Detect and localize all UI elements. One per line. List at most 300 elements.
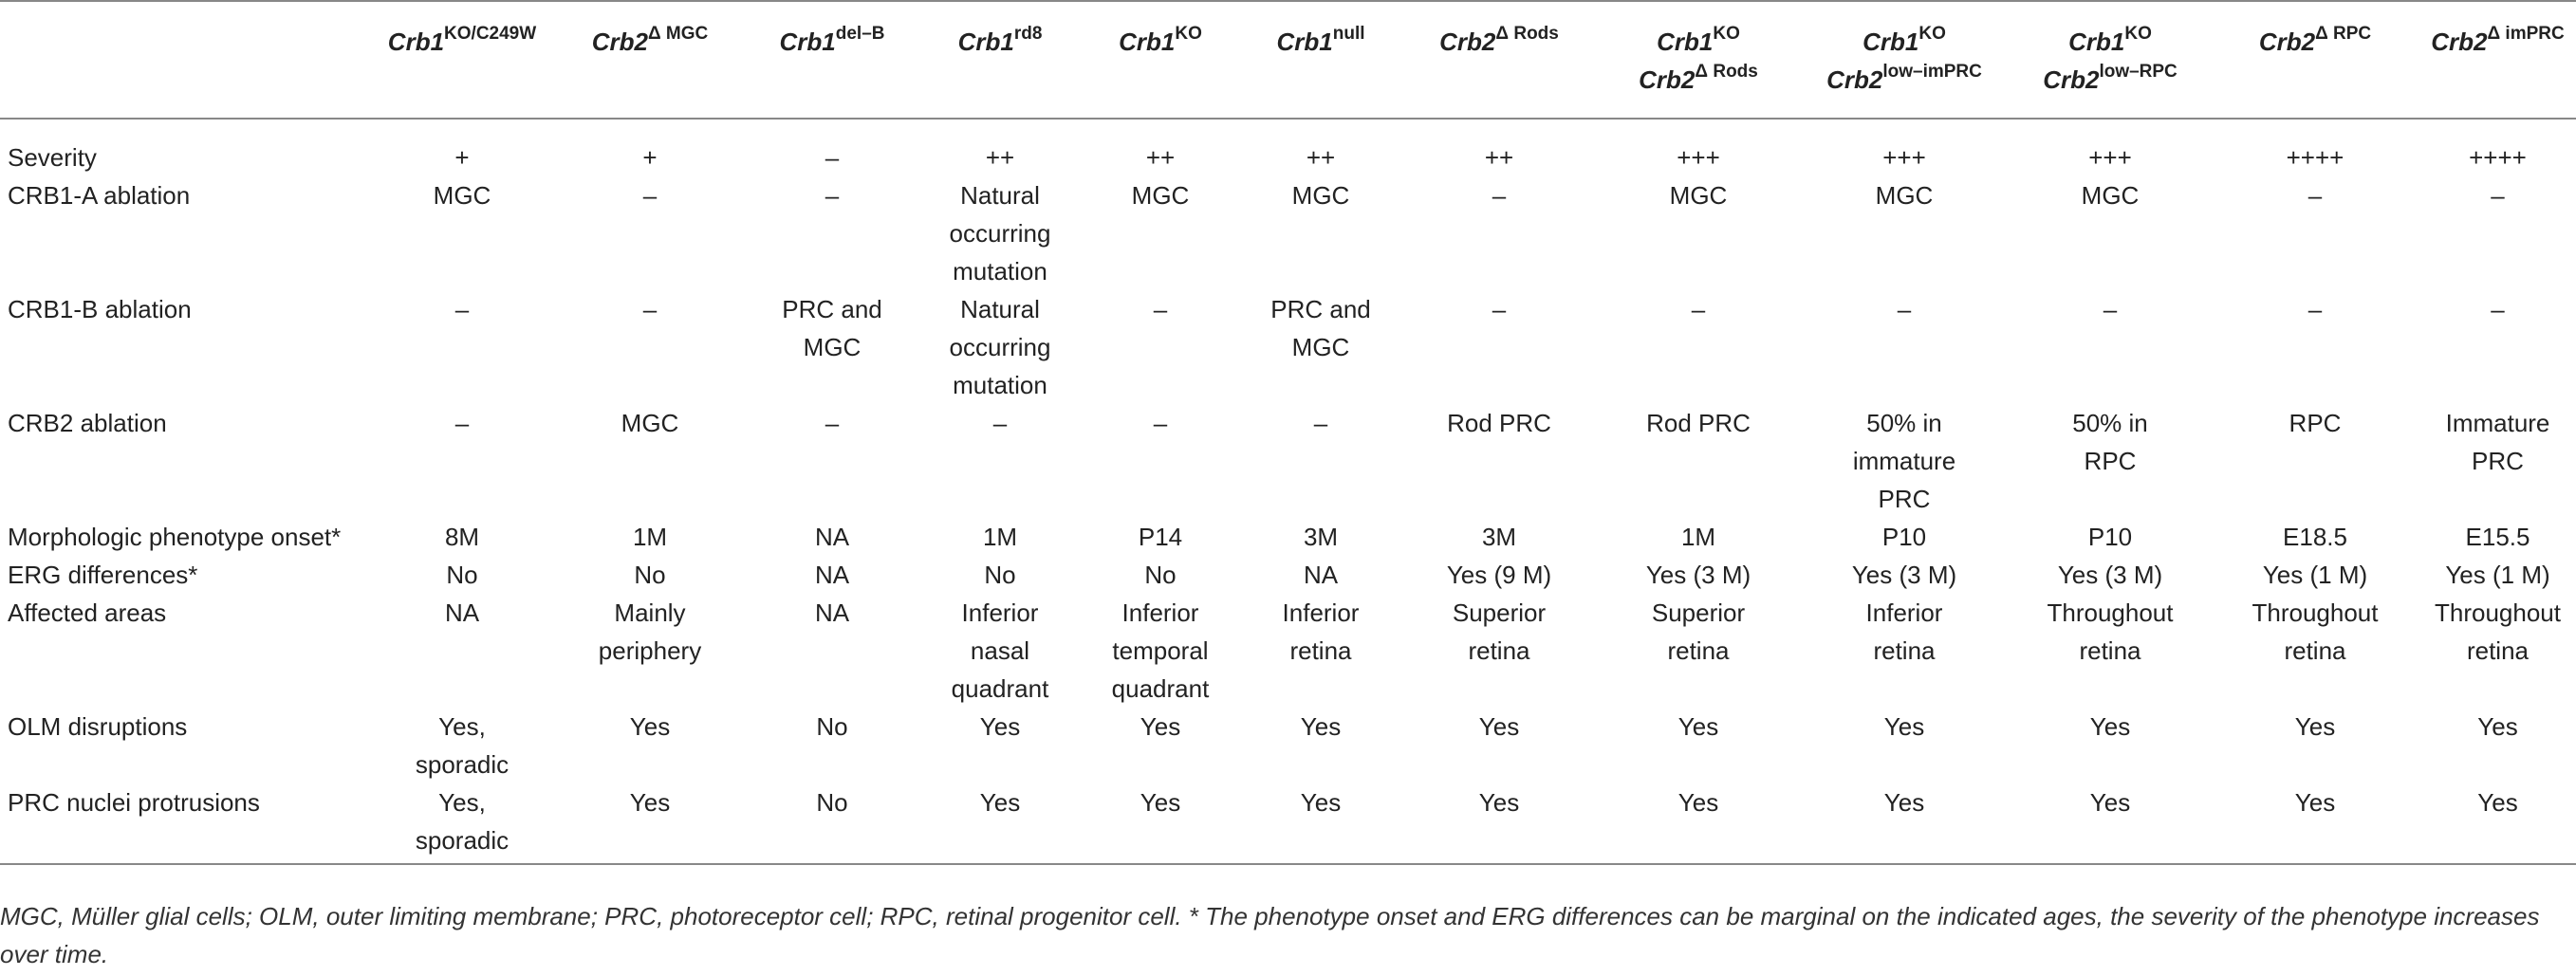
- cell-text: ++: [1145, 143, 1176, 172]
- cell-text: 1M: [1680, 523, 1716, 551]
- table-cell: [1799, 404, 2010, 518]
- table-cell: [368, 518, 556, 556]
- table-cell: [556, 176, 744, 290]
- table-cell: [920, 518, 1080, 556]
- gene-name: Crb1: [2068, 28, 2125, 56]
- cell-text: 1M: [982, 523, 1018, 551]
- table-cell: [2010, 594, 2211, 708]
- cell-text: No: [1144, 561, 1177, 589]
- table-cell: [2419, 518, 2576, 556]
- cell-text: +++: [2088, 143, 2132, 172]
- column-header-line: [748, 23, 917, 61]
- table-cell: [2211, 404, 2419, 518]
- table-cell: [1400, 404, 1598, 518]
- table-cell: [1799, 556, 2010, 594]
- cell-text: Yes: [1677, 712, 1719, 741]
- column-header-c8: [1598, 1, 1799, 119]
- cell-text: Yes: [1300, 712, 1342, 741]
- cell-text: Inferior: [1121, 598, 1199, 627]
- column-header-line: [372, 23, 552, 61]
- table-cell: [1598, 518, 1799, 556]
- table-cell: [1400, 290, 1598, 404]
- table-cell: [2211, 518, 2419, 556]
- cell-text: No: [816, 788, 848, 817]
- table-cell: [1598, 594, 1799, 708]
- table-cell: [920, 708, 1080, 783]
- cell-text: retina: [2079, 636, 2141, 665]
- cell-text: MGC: [1291, 333, 1350, 361]
- cell-text: MGC: [1875, 181, 1934, 210]
- cell-text: Yes (9 M): [1446, 561, 1552, 589]
- row-label: Affected areas: [8, 598, 167, 627]
- cell-text: Rod PRC: [1646, 409, 1751, 437]
- cell-text: Superior: [1651, 598, 1746, 627]
- table-cell: [1080, 708, 1241, 783]
- table-cell: [920, 119, 1080, 176]
- table-cell: [744, 556, 920, 594]
- table-body: [0, 119, 2576, 864]
- header-corner: [0, 1, 368, 119]
- allele-superscript: low–RPC: [2099, 62, 2178, 83]
- table-cell: [1080, 518, 1241, 556]
- cell-text: Yes: [2477, 788, 2518, 817]
- table-cell: [1400, 594, 1598, 708]
- cell-text: RPC: [2084, 447, 2137, 475]
- column-header-line: [1404, 23, 1594, 61]
- cell-text: Yes (3 M): [1645, 561, 1751, 589]
- table-cell: [1400, 556, 1598, 594]
- table-cell: [368, 594, 556, 708]
- table-cell: [920, 783, 1080, 864]
- cell-text: +++: [1882, 143, 1926, 172]
- cell-text: NA: [444, 598, 480, 627]
- table-cell: [2419, 708, 2576, 783]
- cell-text: Inferior: [961, 598, 1039, 627]
- cell-text: –: [825, 409, 840, 437]
- cell-text: Yes (1 M): [2262, 561, 2368, 589]
- table-cell: [1400, 176, 1598, 290]
- column-header-c11: [2211, 1, 2419, 119]
- table-cell: [556, 594, 744, 708]
- allele-superscript: Δ RPC: [2315, 24, 2372, 45]
- cell-text: Yes (1 M): [2445, 561, 2550, 589]
- cell-text: P14: [1138, 523, 1183, 551]
- cell-text: temporal: [1112, 636, 1209, 665]
- table-cell: [1799, 119, 2010, 176]
- allele-superscript: Δ Rods: [1695, 62, 1758, 83]
- table-cell: [368, 708, 556, 783]
- table-cell: [744, 518, 920, 556]
- cell-text: Yes (3 M): [1851, 561, 1957, 589]
- table-cell: [1400, 119, 1598, 176]
- cell-text: Yes: [2089, 712, 2131, 741]
- table-cell: [2211, 708, 2419, 783]
- table-cell: [2419, 290, 2576, 404]
- allele-superscript: KO: [1713, 24, 1740, 45]
- gene-name: Crb2: [591, 28, 648, 56]
- table-cell: [556, 404, 744, 518]
- cell-text: 8M: [444, 523, 480, 551]
- column-header-c6: [1241, 1, 1400, 119]
- header-row: [0, 1, 2576, 119]
- cell-text: ++: [1484, 143, 1514, 172]
- allele-superscript: low–imPRC: [1882, 62, 1982, 83]
- cell-text: –: [1897, 295, 1912, 323]
- cell-text: –: [2491, 295, 2505, 323]
- column-header-c2: [556, 1, 744, 119]
- column-header-line: [2013, 23, 2207, 61]
- allele-superscript: Δ imPRC: [2487, 24, 2565, 45]
- allele-superscript: del–B: [835, 24, 885, 45]
- cell-text: Yes: [1478, 788, 1520, 817]
- table-cell: [556, 290, 744, 404]
- row-label: Severity: [8, 143, 97, 172]
- table-cell: [368, 404, 556, 518]
- cell-text: NA: [1303, 561, 1339, 589]
- cell-text: –: [1492, 181, 1507, 210]
- table-cell: [920, 176, 1080, 290]
- table-cell: [1598, 176, 1799, 290]
- cell-text: retina: [2466, 636, 2530, 665]
- cell-text: PRC and: [1270, 295, 1371, 323]
- cell-text: –: [454, 295, 470, 323]
- column-header-line: [1602, 61, 1795, 99]
- column-header-line: [924, 23, 1076, 61]
- cell-text: PRC: [1878, 485, 1931, 513]
- table-cell: [2211, 290, 2419, 404]
- table-cell: [1241, 404, 1400, 518]
- table-cell: [744, 708, 920, 783]
- table-cell: [1080, 404, 1241, 518]
- cell-text: Yes: [2294, 712, 2336, 741]
- table-cell: [1598, 783, 1799, 864]
- table-cell: [744, 404, 920, 518]
- cell-text: Yes: [1883, 712, 1925, 741]
- table-row: [0, 404, 2576, 518]
- cell-text: periphery: [598, 636, 702, 665]
- table-cell: [556, 708, 744, 783]
- cell-text: Yes: [1300, 788, 1342, 817]
- cell-text: occurring: [949, 219, 1051, 248]
- table-cell: [2419, 594, 2576, 708]
- gene-name: Crb1: [779, 28, 836, 56]
- table-row: [0, 708, 2576, 783]
- table-row: [0, 556, 2576, 594]
- table-row: [0, 290, 2576, 404]
- cell-text: sporadic: [415, 826, 510, 855]
- cell-text: –: [825, 143, 840, 172]
- allele-superscript: KO: [2124, 24, 2152, 45]
- cell-text: P10: [2087, 523, 2133, 551]
- table-cell: [744, 290, 920, 404]
- table-row: [0, 176, 2576, 290]
- column-header-line: [560, 23, 740, 61]
- table-cell: [1241, 556, 1400, 594]
- column-header-c10: [2010, 1, 2211, 119]
- column-header-c7: [1400, 1, 1598, 119]
- cell-text: NA: [814, 561, 850, 589]
- column-header-c5: [1080, 1, 1241, 119]
- cell-text: 3M: [1303, 523, 1339, 551]
- cell-text: Yes: [1883, 788, 1925, 817]
- table-cell: [1400, 708, 1598, 783]
- table-cell: [1799, 783, 2010, 864]
- cell-text: P10: [1881, 523, 1927, 551]
- table-cell: [368, 556, 556, 594]
- cell-text: mutation: [953, 371, 1047, 399]
- cell-text: No: [816, 712, 848, 741]
- table-cell: [1241, 783, 1400, 864]
- table-cell: [1080, 176, 1241, 290]
- table-cell: [556, 119, 744, 176]
- allele-superscript: rd8: [1013, 24, 1043, 45]
- table-cell: [368, 783, 556, 864]
- table-cell: [2419, 119, 2576, 176]
- cell-text: Yes: [1478, 712, 1520, 741]
- cell-text: nasal: [970, 636, 1030, 665]
- table-cell: [1400, 518, 1598, 556]
- gene-name: Crb2: [1639, 65, 1696, 94]
- gene-name: Crb2: [1826, 65, 1883, 94]
- cell-text: ++++: [2286, 143, 2344, 172]
- cell-text: –: [1153, 295, 1168, 323]
- cell-text: retina: [1667, 636, 1730, 665]
- cell-text: Yes,: [438, 712, 486, 741]
- cell-text: Yes (3 M): [2057, 561, 2163, 589]
- cell-text: 3M: [1481, 523, 1517, 551]
- table-cell: [2211, 119, 2419, 176]
- column-header-c3: [744, 1, 920, 119]
- table-cell: [1400, 783, 1598, 864]
- gene-name: Crb1: [1119, 28, 1176, 56]
- table-cell: [2419, 783, 2576, 864]
- cell-text: –: [1691, 295, 1706, 323]
- cell-text: RPC: [2289, 409, 2342, 437]
- table-cell: [1799, 518, 2010, 556]
- cell-text: Yes: [1140, 788, 1181, 817]
- allele-superscript: KO: [1175, 24, 1202, 45]
- column-header-c12: [2419, 1, 2576, 119]
- cell-text: Natural: [960, 181, 1040, 210]
- column-header-line: [2215, 23, 2416, 61]
- allele-superscript: null: [1332, 24, 1365, 45]
- cell-text: No: [984, 561, 1016, 589]
- cell-text: –: [1153, 409, 1168, 437]
- table-cell: [920, 594, 1080, 708]
- cell-text: –: [992, 409, 1008, 437]
- table-cell: [2010, 176, 2211, 290]
- cell-text: –: [642, 295, 658, 323]
- cell-text: retina: [1873, 636, 1936, 665]
- table-cell: [744, 176, 920, 290]
- cell-text: MGC: [2081, 181, 2140, 210]
- cell-text: Superior: [1452, 598, 1547, 627]
- cell-text: –: [2103, 295, 2118, 323]
- table-row: [0, 119, 2576, 176]
- cell-text: Rod PRC: [1447, 409, 1551, 437]
- table-row: [0, 783, 2576, 864]
- row-label: OLM disruptions: [8, 712, 188, 741]
- table-cell: [2010, 404, 2211, 518]
- cell-text: MGC: [1669, 181, 1728, 210]
- cell-text: 1M: [632, 523, 668, 551]
- column-header-c1: [368, 1, 556, 119]
- cell-text: Yes: [2294, 788, 2336, 817]
- cell-text: Inferior: [1282, 598, 1360, 627]
- gene-name: Crb2: [1439, 28, 1496, 56]
- table-row: [0, 518, 2576, 556]
- cell-text: Mainly: [614, 598, 686, 627]
- table-cell: [1080, 119, 1241, 176]
- table-cell: [2419, 404, 2576, 518]
- table-cell: [2010, 556, 2211, 594]
- table-cell: [1080, 594, 1241, 708]
- allele-superscript: KO: [1918, 24, 1946, 45]
- cell-text: immature: [1852, 447, 1956, 475]
- row-label: CRB2 ablation: [8, 409, 167, 437]
- cell-text: Natural: [960, 295, 1040, 323]
- row-label: PRC nuclei protrusions: [0, 783, 368, 864]
- table-cell: [2010, 290, 2211, 404]
- cell-text: +: [454, 143, 470, 172]
- table-cell: [2211, 176, 2419, 290]
- cell-text: Yes: [629, 712, 671, 741]
- cell-text: retina: [2284, 636, 2346, 665]
- cell-text: Yes: [2089, 788, 2131, 817]
- table-cell: [1080, 556, 1241, 594]
- cell-text: mutation: [953, 257, 1047, 285]
- table-cell: [1799, 708, 2010, 783]
- table-cell: [744, 119, 920, 176]
- gene-name: Crb1: [387, 28, 445, 56]
- cell-text: Throughout: [2047, 598, 2174, 627]
- cell-text: PRC and: [782, 295, 882, 323]
- table-cell: [1799, 290, 2010, 404]
- table-cell: [556, 518, 744, 556]
- cell-text: Yes: [979, 712, 1021, 741]
- cell-text: –: [1492, 295, 1507, 323]
- cell-text: No: [446, 561, 478, 589]
- gene-name: Crb1: [1276, 28, 1333, 56]
- cell-text: E15.5: [2465, 523, 2530, 551]
- cell-text: MGC: [433, 181, 491, 210]
- column-header-line: [1803, 61, 2006, 99]
- table-cell: [1241, 518, 1400, 556]
- cell-text: Yes: [1140, 712, 1181, 741]
- cell-text: –: [2307, 181, 2323, 210]
- table-cell: [2211, 556, 2419, 594]
- cell-text: MGC: [1291, 181, 1350, 210]
- cell-text: Yes: [1677, 788, 1719, 817]
- table-cell: [368, 176, 556, 290]
- cell-text: MGC: [803, 333, 862, 361]
- cell-text: No: [634, 561, 666, 589]
- cell-text: –: [1313, 409, 1328, 437]
- allele-superscript: Δ MGC: [647, 24, 709, 45]
- row-label: CRB1-A ablation: [8, 181, 191, 210]
- cell-text: Immature: [2445, 409, 2550, 437]
- cell-text: MGC: [621, 409, 679, 437]
- cell-text: Throughout: [2252, 598, 2379, 627]
- cell-text: 50% in: [2072, 409, 2148, 437]
- cell-text: Throughout: [2435, 598, 2561, 627]
- cell-text: +: [642, 143, 658, 172]
- table-row: [0, 594, 2576, 708]
- table-footnote: MGC, Müller glial cells; OLM, outer limiting membrane; PRC, photoreceptor cell; RPC, retinal progenitor cell. * The phenotype onset and ERG differences can be marginal on the indicated ages, the severity of the phenotype increases over time.: [0, 902, 2540, 968]
- table-cell: [1241, 119, 1400, 176]
- gene-name: Crb2: [2431, 28, 2488, 56]
- cell-text: retina: [1468, 636, 1530, 665]
- cell-text: +++: [1677, 143, 1720, 172]
- table-cell: [368, 119, 556, 176]
- table-cell: [1598, 290, 1799, 404]
- table-cell: [1080, 290, 1241, 404]
- cell-text: ++: [1306, 143, 1336, 172]
- cell-text: occurring: [949, 333, 1051, 361]
- gene-name: Crb1: [957, 28, 1014, 56]
- allele-superscript: KO/C249W: [444, 24, 537, 45]
- cell-text: quadrant: [1111, 674, 1210, 703]
- table-cell: [1598, 556, 1799, 594]
- table-cell: [2419, 176, 2576, 290]
- column-header-line: [2423, 23, 2572, 61]
- table-cell: [1241, 708, 1400, 783]
- gene-name: Crb1: [1657, 28, 1714, 56]
- gene-name: Crb2: [2258, 28, 2316, 56]
- table-cell: [1241, 176, 1400, 290]
- table-cell: [2419, 556, 2576, 594]
- cell-text: –: [2307, 295, 2323, 323]
- row-label: Morphologic phenotype onset*: [8, 523, 342, 551]
- table-cell: [744, 594, 920, 708]
- column-header-c9: [1799, 1, 2010, 119]
- cell-text: MGC: [1131, 181, 1190, 210]
- table-cell: [2010, 783, 2211, 864]
- cell-text: Inferior: [1865, 598, 1943, 627]
- cell-text: –: [825, 181, 840, 210]
- table-cell: [556, 783, 744, 864]
- table-cell: [2010, 119, 2211, 176]
- cell-text: Yes: [2477, 712, 2518, 741]
- cell-text: sporadic: [415, 750, 510, 779]
- cell-text: NA: [814, 598, 850, 627]
- table-cell: [2010, 708, 2211, 783]
- table-cell: [920, 556, 1080, 594]
- cell-text: ++: [985, 143, 1015, 172]
- cell-text: Yes: [629, 788, 671, 817]
- column-header-line: [2013, 61, 2207, 99]
- table-cell: [1080, 783, 1241, 864]
- gene-name: Crb1: [1863, 28, 1919, 56]
- cell-text: –: [642, 181, 658, 210]
- gene-name: Crb2: [2043, 65, 2100, 94]
- column-header-line: [1602, 23, 1795, 61]
- cell-text: Yes,: [438, 788, 486, 817]
- table-cell: [920, 404, 1080, 518]
- cell-text: Yes: [979, 788, 1021, 817]
- allele-superscript: Δ Rods: [1495, 24, 1559, 45]
- row-label: ERG differences*: [8, 561, 198, 589]
- cell-text: E18.5: [2283, 523, 2347, 551]
- table-cell: [1241, 594, 1400, 708]
- cell-text: NA: [814, 523, 850, 551]
- table-cell: [1241, 290, 1400, 404]
- table-cell: [1598, 708, 1799, 783]
- table-cell: [368, 290, 556, 404]
- table-cell: [2211, 783, 2419, 864]
- column-header-line: [1245, 23, 1397, 61]
- column-header-c4: [920, 1, 1080, 119]
